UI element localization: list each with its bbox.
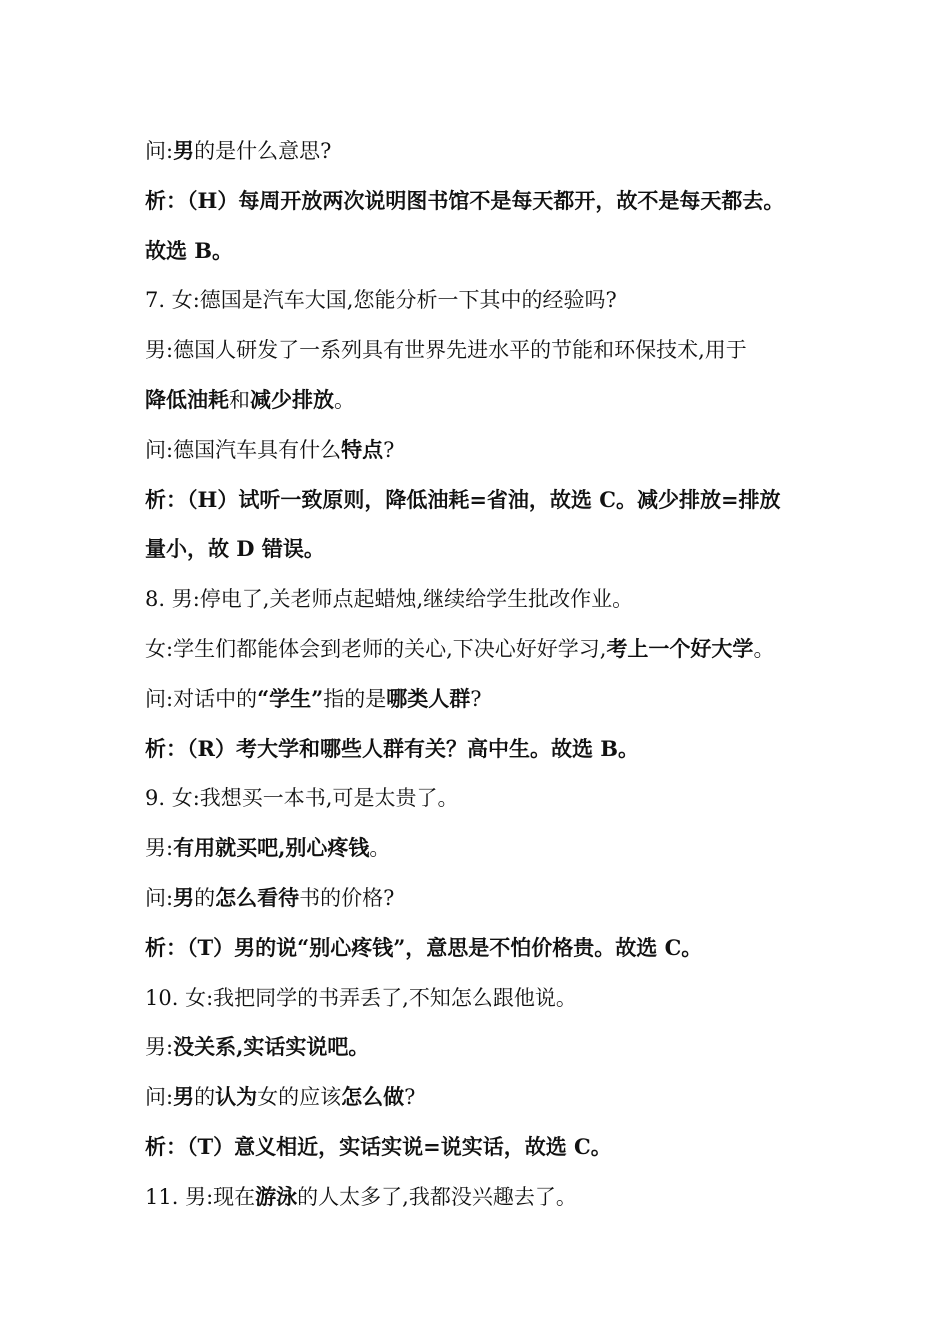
bold-text-segment: 怎么看待: [215, 885, 300, 910]
text-line: [145, 285, 845, 315]
text-line: [145, 883, 845, 913]
text-segment: 男:: [145, 1035, 174, 1059]
text-segment: ?: [470, 687, 482, 711]
bold-text-segment: 怎么做: [341, 1084, 405, 1109]
text-line: [145, 684, 845, 714]
text-segment: 女的应该: [257, 1085, 342, 1109]
bold-text-segment: 析：（R）考大学和哪些人群有关？高中生。故选 B。: [145, 736, 640, 761]
text-segment: 9. 女:我想买一本书,可是太贵了。: [145, 786, 459, 810]
text-line: [145, 186, 845, 216]
text-segment: 和: [229, 388, 250, 412]
text-segment: 。: [753, 637, 775, 661]
bold-text-segment: 析：（T）男的说“别心疼钱”，意思是不怕价格贵。故选 C。: [145, 935, 703, 960]
text-segment: 的: [194, 886, 216, 910]
text-segment: 问:: [145, 139, 174, 163]
text-line: [145, 1032, 845, 1062]
text-line: [145, 136, 845, 166]
bold-text-segment: 析：（H）试听一致原则，降低油耗=省油，故选 C。减少排放=排放: [145, 487, 781, 512]
text-segment: 书的价格?: [299, 886, 395, 910]
text-segment: 问:: [145, 1085, 174, 1109]
text-segment: 11. 男:现在: [145, 1185, 256, 1209]
text-segment: 女:学生们都能体会到老师的关心,下决心好好学习,: [145, 637, 607, 661]
text-line: [145, 236, 845, 266]
text-line: [145, 1132, 845, 1162]
bold-text-segment: 特点: [341, 437, 384, 462]
text-segment: 的人太多了,我都没兴趣去了。: [297, 1185, 577, 1209]
bold-text-segment: 男: [173, 885, 195, 910]
text-segment: 。: [369, 836, 391, 860]
bold-text-segment: “学生”: [257, 686, 324, 711]
text-line: [145, 833, 845, 863]
bold-text-segment: 哪类人群: [386, 686, 471, 711]
bold-text-segment: 没关系,实话实说吧。: [173, 1034, 370, 1059]
text-segment: 10. 女:我把同学的书弄丢了,不知怎么跟他说。: [145, 986, 577, 1010]
bold-text-segment: 考上一个好大学: [606, 636, 754, 661]
text-line: [145, 335, 845, 365]
text-line: [145, 485, 845, 515]
text-segment: ?: [383, 438, 395, 462]
text-segment: 问:: [145, 886, 174, 910]
bold-text-segment: 认为: [215, 1084, 258, 1109]
text-segment: 指的是: [323, 687, 387, 711]
bold-text-segment: 男: [173, 1084, 195, 1109]
text-line: [145, 783, 845, 813]
text-line: [145, 435, 845, 465]
text-line: [145, 534, 845, 564]
text-line: [145, 734, 845, 764]
text-segment: 男:: [145, 836, 174, 860]
bold-text-segment: 男: [173, 138, 195, 163]
text-segment: ?: [404, 1085, 416, 1109]
text-segment: 问:对话中的: [145, 687, 258, 711]
text-line: [145, 385, 845, 415]
bold-text-segment: 析：（T）意义相近，实话实说=说实话，故选 C。: [145, 1134, 612, 1159]
text-line: [145, 1082, 845, 1112]
bold-text-segment: 减少排放: [250, 387, 334, 412]
bold-text-segment: 量小，故 D 错误。: [145, 536, 325, 561]
text-segment: 。: [334, 388, 355, 412]
text-segment: 的是什么意思?: [194, 139, 332, 163]
text-line: [145, 983, 845, 1013]
bold-text-segment: 析：（H）每周开放两次说明图书馆不是每天都开，故不是每天都去。: [145, 188, 785, 213]
text-segment: 的: [194, 1085, 216, 1109]
bold-text-segment: 故选 B。: [145, 238, 234, 263]
bold-text-segment: 游泳: [255, 1184, 298, 1209]
text-line: [145, 933, 845, 963]
text-segment: 7. 女:德国是汽车大国,您能分析一下其中的经验吗?: [145, 288, 617, 312]
text-segment: 男:德国人研发了一系列具有世界先进水平的节能和环保技术,用于: [145, 338, 747, 362]
text-line: [145, 1182, 845, 1212]
text-line: [145, 634, 845, 664]
text-segment: 8. 男:停电了,关老师点起蜡烛,继续给学生批改作业。: [145, 587, 634, 611]
bold-text-segment: 降低油耗: [145, 387, 229, 412]
text-segment: 问:德国汽车具有什么: [145, 438, 342, 462]
bold-text-segment: 有用就买吧,别心疼钱: [173, 835, 370, 860]
text-line: [145, 584, 845, 614]
